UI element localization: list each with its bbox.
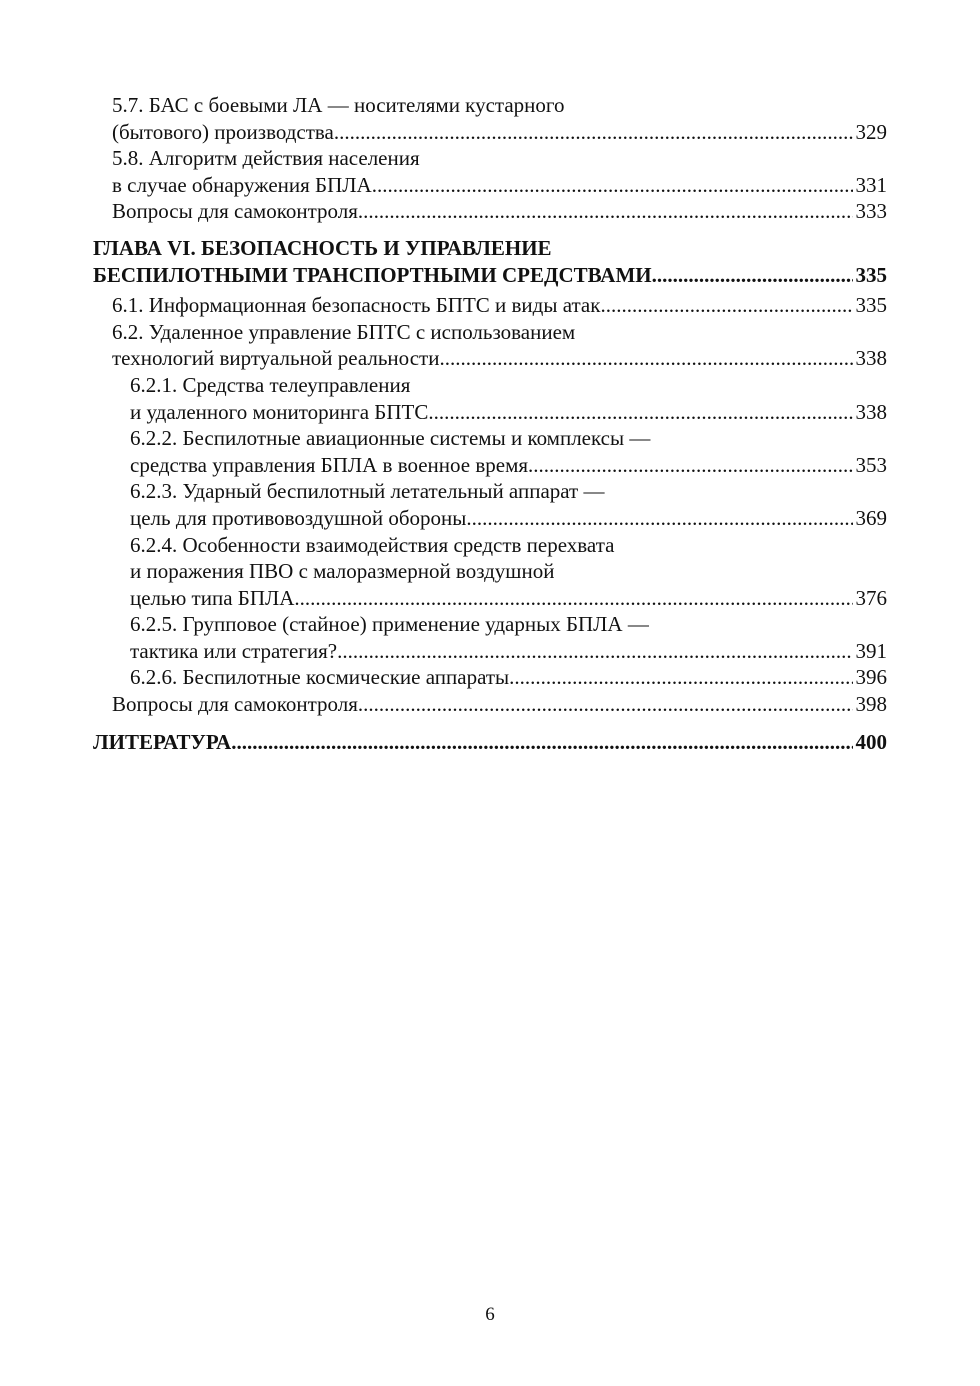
toc-entry-text: Вопросы для самоконтроля [112,199,358,224]
toc-entry-text: 6.2.6. Беспилотные космические аппараты [130,665,510,690]
toc-page-number: 396 [855,665,887,690]
dot-leader [337,638,852,665]
toc-entry-text: 6.2.3. Ударный беспилотный летательный аппарат — [130,479,605,504]
toc-entry-text: и удаленного мониторинга БПТС [130,399,429,424]
table-of-contents [93,92,887,755]
toc-entry-text: и поражения ПВО с малоразмерной воздушной [130,559,555,584]
toc-entry-text: тактика или стратегия? [130,638,338,663]
toc-entry-text: Вопросы для самоконтроля [112,692,358,717]
toc-page-number: 329 [855,119,887,144]
toc-entry-text: 5.7. БАС с боевыми ЛА — носителями кустарного [112,93,565,117]
toc-entry-6-2-3[interactable] [93,478,887,531]
toc-page-number: 400 [855,729,887,754]
dot-leader [231,729,852,756]
toc-page-number: 376 [855,585,887,610]
toc-page-number: 333 [855,199,887,224]
dot-leader [294,585,852,612]
page-number: 6 [485,1304,495,1325]
toc-literature-title: ЛИТЕРАТУРА [93,729,232,754]
toc-page-number: 335 [855,293,887,318]
dot-leader [528,452,852,479]
toc-entry-text: цель для противовоздушной обороны [130,505,467,530]
toc-page-number: 331 [855,172,887,197]
toc-entry-text: 6.2.1. Средства телеуправления [130,372,411,397]
toc-entry-text: 5.8. Алгоритм действия населения [112,146,420,171]
toc-page-number: 338 [855,399,887,424]
toc-page-number: 398 [855,692,887,717]
toc-page-number: 391 [855,638,887,663]
dot-leader [509,664,852,691]
dot-leader [600,292,852,319]
toc-page-number: 369 [855,505,887,530]
toc-entry-text: 6.2.5. Групповое (стайное) применение ударных БПЛА — [130,612,649,637]
toc-entry-6-2-1[interactable] [93,372,887,425]
toc-entry-6-2-6[interactable] [93,664,887,691]
dot-leader [358,691,853,718]
toc-entry-text: целью типа БПЛА [130,585,295,610]
toc-entry-5-8[interactable] [93,145,887,198]
dot-leader [372,172,853,199]
toc-literature[interactable] [93,729,887,756]
dot-leader [652,262,853,289]
dot-leader [334,119,853,146]
toc-entry-text: технологий виртуальной реальности [112,346,440,371]
toc-entry-self-check-6[interactable] [93,691,887,718]
toc-entry-text: 6.2.2. Беспилотные авиационные системы и комплексы — [130,426,651,451]
toc-entry-text: 6.2. Удаленное управление БПТС с использованием [112,319,576,344]
toc-entry-text: средства управления БПЛА в военное время [130,452,529,477]
toc-chapter-title: БЕСПИЛОТНЫМИ ТРАНСПОРТНЫМИ СРЕДСТВАМИ [93,262,652,287]
dot-leader [439,345,852,372]
toc-page-number: 338 [855,346,887,371]
toc-chapter-6[interactable] [93,235,887,288]
toc-entry-6-1[interactable] [93,292,887,319]
dot-leader [466,505,852,532]
toc-chapter-title: ГЛАВА VI. БЕЗОПАСНОСТЬ И УПРАВЛЕНИЕ [93,235,552,260]
toc-entry-text: в случае обнаружения БПЛА [112,172,372,197]
dot-leader [428,399,852,426]
toc-page-number: 353 [855,452,887,477]
toc-entry-text: (бытового) производства [112,119,334,144]
toc-entry-text: 6.2.4. Особенности взаимодействия средств перехвата [130,532,615,557]
toc-entry-text: 6.1. Информационная безопасность БПТС и виды атак [112,293,601,318]
toc-entry-6-2-4[interactable] [93,532,887,612]
toc-entry-5-7[interactable] [93,92,887,145]
toc-entry-6-2-2[interactable] [93,425,887,478]
dot-leader [358,198,853,225]
toc-entry-self-check-5[interactable] [93,198,887,225]
toc-entry-6-2-5[interactable] [93,611,887,664]
toc-entry-6-2[interactable] [93,319,887,372]
toc-page-number: 335 [855,262,887,287]
